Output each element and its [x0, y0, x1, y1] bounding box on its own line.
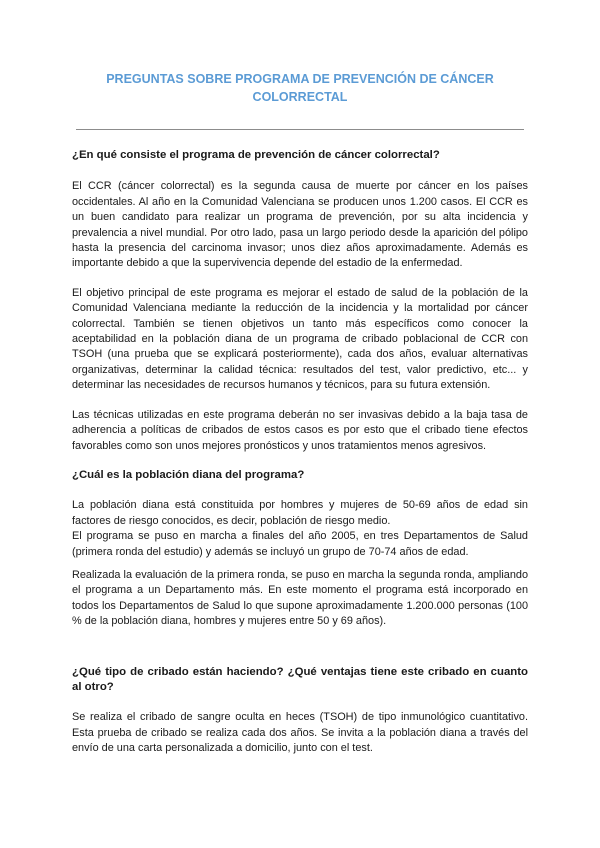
paragraph: El objetivo principal de este programa es mejorar el estado de salud de la población de la Comunidad Valenciana mediante la reducción de la incidencia y la mortalidad por cáncer colorrectal. También se tienen objetivos un tanto más específicos como conocer la aceptabilidad en la población diana de un programa de cribado poblacional de CCR con TSOH (una prueba que se explicará posteriormente), cada dos años, evaluar alternativas organizativas, determinar la calidad técnica: resultados del test, valor predictivo, etc... y determinar las necesidades de recursos humanos y técnicos, para su futura extensión.: [72, 286, 528, 392]
paragraph: Realizada la evaluación de la primera ronda, se puso en marcha la segunda ronda, ampliando el programa a un Departamento más. En este momento el programa está incorporado en todos los Departamentos de Salud lo que supone aproximadamente 1.200.000 personas (100 % de la población diana, hombres y mujeres entre 50 y 69 años).: [72, 568, 528, 628]
section-programa: [72, 148, 528, 454]
section-poblacion-diana: [72, 468, 528, 630]
title-divider: [76, 129, 524, 130]
paragraph: La población diana está constituida por hombres y mujeres de 50-69 años de edad sin factores de riesgo conocidos, es decir, población de riesgo medio.: [72, 499, 528, 527]
paragraph: El programa se puso en marcha a finales del año 2005, en tres Departamentos de Salud (primera ronda del estudio) y además se incluyó un grupo de 70-74 años de edad.: [72, 530, 528, 558]
section-heading: ¿Qué tipo de cribado están haciendo? ¿Qué ventajas tiene este cribado en cuanto al otro?: [72, 665, 528, 693]
section-heading: ¿Cuál es la población diana del programa?: [72, 468, 305, 481]
section-heading: ¿En qué consiste el programa de prevención de cáncer colorrectal?: [72, 149, 440, 161]
paragraph: El CCR (cáncer colorrectal) es la segunda causa de muerte por cáncer en los países occidentales. Al año en la Comunidad Valenciana se producen unos 1.200 casos. El CCR es un buen candidato para realizar un programa de prevención, por su alta incidencia y prevalencia a nivel mundial. Por otro lado, pasa un largo periodo desde la aparición del pólipo hasta la presencia del carcinoma invasor; unos diez años aproximadamente. Además es importante debido a que la supervivencia depende del estadio de la enfermedad.: [72, 180, 528, 270]
document-title: PREGUNTAS SOBRE PROGRAMA DE PREVENCIÓN DE CÁNCER COLORRECTAL: [106, 72, 494, 104]
section-tipo-cribado: [72, 665, 528, 757]
paragraph: Las técnicas utilizadas en este programa deberán no ser invasivas debido a la baja tasa de adherencia a políticas de cribados de estos casos es por esto que el cribado tiene efectos favorables como son unos mejores pronósticos y unos tratamientos menos agresivos.: [72, 408, 528, 452]
paragraph: Se realiza el cribado de sangre oculta en heces (TSOH) de tipo inmunológico cuantitativo. Esta prueba de cribado se realiza cada dos años. Se invita a la población diana a través del envío de una carta personalizada a domicilio, junto con el test.: [72, 711, 528, 755]
document-body: [72, 148, 528, 757]
